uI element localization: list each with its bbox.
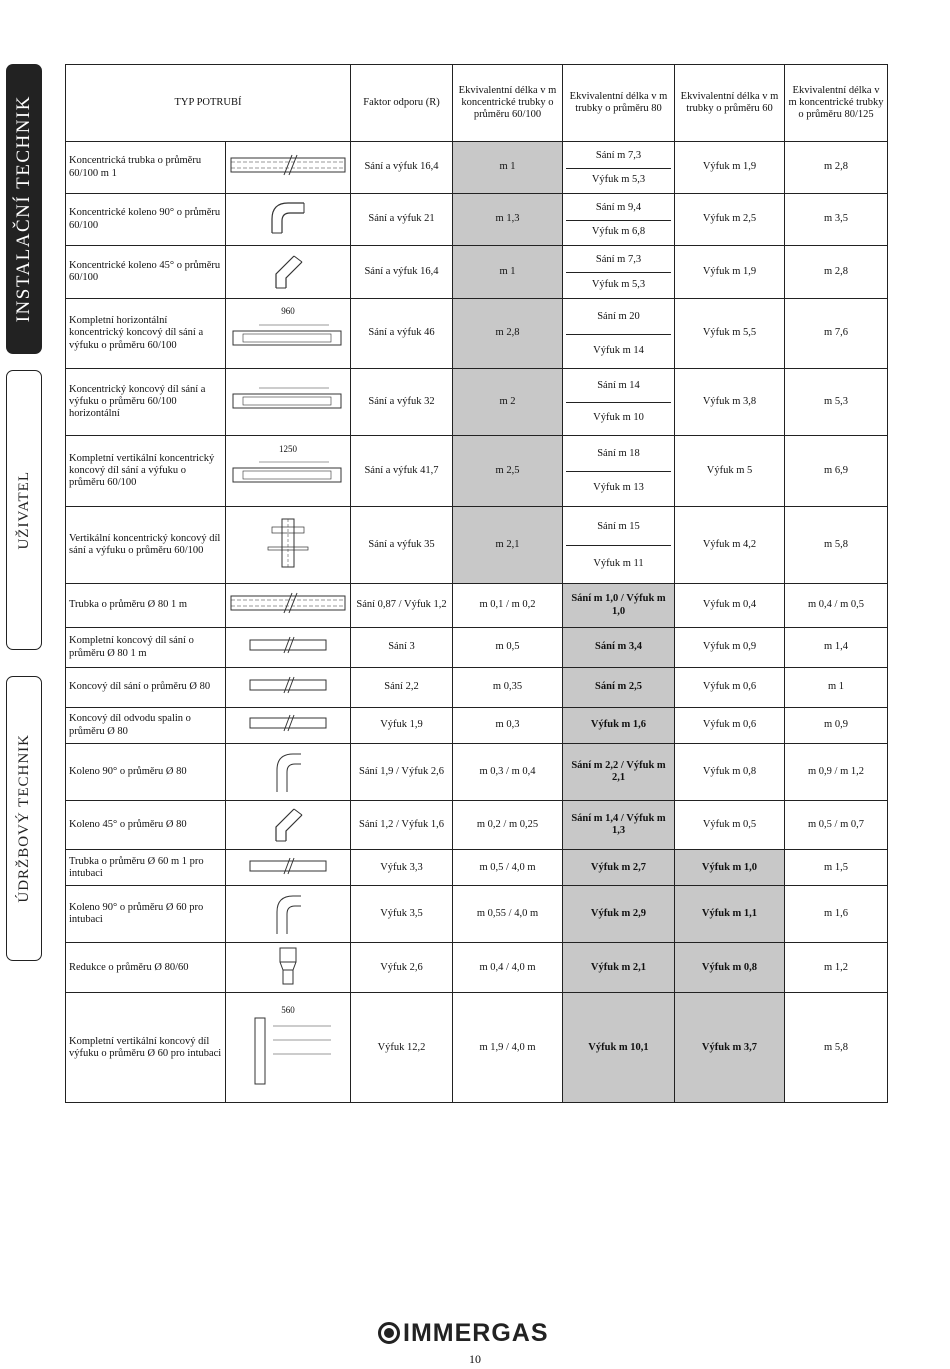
eq-length-60-100: m 0,2 / m 0,25 xyxy=(453,801,563,850)
header-eq-60-100: Ekvivalentní délka v m koncentrické trubky o průměru 60/100 xyxy=(453,65,563,142)
eq-length-80-125: m 5,8 xyxy=(785,993,888,1103)
tab-user[interactable] xyxy=(6,370,42,650)
eq-length-60: Výfuk m 3,7 xyxy=(675,993,785,1103)
eq-length-80 xyxy=(563,369,675,436)
pipe-type-desc: Koleno 90° o průměru Ø 80 xyxy=(66,744,226,801)
pipe-type-desc: Koncentrický koncový díl sání a výfuku o průměru 60/100 horizontální xyxy=(66,369,226,436)
eq-length-80: Sání m 2,2 / Výfuk m 2,1 xyxy=(563,744,675,801)
resistance-factor: Sání 3 xyxy=(351,628,453,668)
reducer-diagram-icon xyxy=(229,946,347,990)
pipe-figure xyxy=(226,943,351,993)
figure-length-label: 560 xyxy=(281,1005,295,1016)
eq-length-80-exhaust: Výfuk m 5,3 xyxy=(591,174,646,186)
pipe-figure xyxy=(226,194,351,246)
eq-length-80-125: m 3,5 xyxy=(785,194,888,246)
figure-length-label: 1250 xyxy=(279,443,297,454)
logo-text: IMMERGAS xyxy=(403,1318,549,1347)
table-row xyxy=(66,886,888,943)
eq-length-60: Výfuk m 0,6 xyxy=(675,708,785,744)
eq-length-60-100: m 0,35 xyxy=(453,668,563,708)
header-eq-60: Ekvivalentní délka v m trubky o průměru 60 xyxy=(675,65,785,142)
eq-length-80-125: m 1,4 xyxy=(785,628,888,668)
eq-length-80: Výfuk m 1,6 xyxy=(563,708,675,744)
eq-length-80-125: m 2,8 xyxy=(785,142,888,194)
eq-length-80 xyxy=(563,142,675,194)
pipe-type-desc: Vertikální koncentrický koncový díl sání a výfuku o průměru 60/100 xyxy=(66,507,226,584)
pipe-type-desc: Koncentrické koleno 45° o průměru 60/100 xyxy=(66,246,226,299)
terminal-diagram-icon xyxy=(229,380,347,424)
eq-length-60-100: m 0,5 xyxy=(453,628,563,668)
eq-length-60-100: m 0,3 / m 0,4 xyxy=(453,744,563,801)
resistance-factor: Sání a výfuk 16,4 xyxy=(351,142,453,194)
table-row xyxy=(66,584,888,628)
eq-length-60: Výfuk m 4,2 xyxy=(675,507,785,584)
resistance-factor: Výfuk 3,3 xyxy=(351,850,453,886)
pipe-figure xyxy=(226,801,351,850)
resistance-factor: Sání a výfuk 21 xyxy=(351,194,453,246)
eq-length-60: Výfuk m 5 xyxy=(675,436,785,507)
pipe-figure xyxy=(226,993,351,1103)
elbow45-diagram-icon xyxy=(229,803,347,847)
pipe-figure xyxy=(226,584,351,628)
eq-length-80 xyxy=(563,436,675,507)
eq-length-80 xyxy=(563,507,675,584)
tab-maintenance[interactable] xyxy=(6,676,42,961)
pipe-type-desc: Koncentrické koleno 90° o průměru 60/100 xyxy=(66,194,226,246)
table-header-row xyxy=(66,65,888,142)
table-row xyxy=(66,299,888,369)
smallpipe-diagram-icon xyxy=(229,635,347,659)
eq-length-80: Výfuk m 10,1 xyxy=(563,993,675,1103)
resistance-factor: Sání 1,9 / Výfuk 2,6 xyxy=(351,744,453,801)
table-row xyxy=(66,708,888,744)
smallpipe-diagram-icon xyxy=(229,713,347,737)
pipe-diagram-icon xyxy=(229,153,347,181)
eq-length-80: Sání m 2,5 xyxy=(563,668,675,708)
eq-length-60: Výfuk m 1,0 xyxy=(675,850,785,886)
eq-length-60-100: m 2 xyxy=(453,369,563,436)
eq-length-60-100: m 0,1 / m 0,2 xyxy=(453,584,563,628)
table-row xyxy=(66,943,888,993)
pipe-type-desc: Kompletní vertikální koncentrický koncový díl sání a výfuku o průměru 60/100 xyxy=(66,436,226,507)
resistance-factor: Sání a výfuk 41,7 xyxy=(351,436,453,507)
terminal-diagram-icon xyxy=(229,454,347,498)
vertElbow-diagram-icon xyxy=(229,746,347,798)
eq-length-80-exhaust: Výfuk m 6,8 xyxy=(591,226,646,238)
figure-length-label: 960 xyxy=(281,306,295,317)
pipe-type-desc: Koleno 45° o průměru Ø 80 xyxy=(66,801,226,850)
resistance-factor: Výfuk 3,5 xyxy=(351,886,453,943)
pipe-type-desc: Kompletní koncový díl sání o průměru Ø 80 1 m xyxy=(66,628,226,668)
eq-length-60: Výfuk m 1,1 xyxy=(675,886,785,943)
tab-installer[interactable] xyxy=(6,64,42,354)
pipe-type-desc: Koncentrická trubka o průměru 60/100 m 1 xyxy=(66,142,226,194)
eq-length-60: Výfuk m 3,8 xyxy=(675,369,785,436)
immergas-logo xyxy=(378,1318,574,1348)
eq-length-80-exhaust: Výfuk m 11 xyxy=(593,557,644,569)
pipe-figure xyxy=(226,246,351,299)
resistance-factor: Sání 1,2 / Výfuk 1,6 xyxy=(351,801,453,850)
table-row xyxy=(66,628,888,668)
eq-length-60-100: m 2,5 xyxy=(453,436,563,507)
pipe-figure xyxy=(226,744,351,801)
eq-length-80-intake: Sání m 20 xyxy=(566,301,671,335)
pipe-figure xyxy=(226,708,351,744)
page-number: 10 xyxy=(469,1352,481,1366)
eq-length-80: Sání m 3,4 xyxy=(563,628,675,668)
eq-length-60: Výfuk m 0,6 xyxy=(675,668,785,708)
eq-length-60: Výfuk m 0,5 xyxy=(675,801,785,850)
pipe-type-desc: Redukce o průměru Ø 80/60 xyxy=(66,943,226,993)
resistance-table xyxy=(65,64,888,1103)
eq-length-80-exhaust: Výfuk m 14 xyxy=(593,344,644,356)
eq-length-60: Výfuk m 1,9 xyxy=(675,246,785,299)
longvert-diagram-icon xyxy=(229,1016,347,1090)
header-type: TYP POTRUBÍ xyxy=(66,65,351,142)
eq-length-60-100: m 1 xyxy=(453,142,563,194)
eq-length-80-125: m 0,9 / m 1,2 xyxy=(785,744,888,801)
header-eq-80: Ekvivalentní délka v m trubky o průměru 80 xyxy=(563,65,675,142)
pipe-type-desc: Koncový díl sání o průměru Ø 80 xyxy=(66,668,226,708)
pipe-type-desc: Koncový díl odvodu spalin o průměru Ø 80 xyxy=(66,708,226,744)
eq-length-80 xyxy=(563,299,675,369)
eq-length-80-exhaust: Výfuk m 5,3 xyxy=(591,278,646,290)
eq-length-60-100: m 0,3 xyxy=(453,708,563,744)
resistance-factor: Výfuk 2,6 xyxy=(351,943,453,993)
smallpipe-diagram-icon xyxy=(229,675,347,699)
eq-length-60: Výfuk m 5,5 xyxy=(675,299,785,369)
pipe-figure xyxy=(226,436,351,507)
pipe-figure xyxy=(226,886,351,943)
eq-length-60-100: m 1 xyxy=(453,246,563,299)
eq-length-80-125: m 0,5 / m 0,7 xyxy=(785,801,888,850)
eq-length-80: Výfuk m 2,7 xyxy=(563,850,675,886)
eq-length-80-125: m 1 xyxy=(785,668,888,708)
table-row xyxy=(66,993,888,1103)
eq-length-60: Výfuk m 0,4 xyxy=(675,584,785,628)
pipe-type-desc: Kompletní vertikální koncový díl výfuku o průměru Ø 60 pro intubaci xyxy=(66,993,226,1103)
eq-length-80: Výfuk m 2,9 xyxy=(563,886,675,943)
elbow90-diagram-icon xyxy=(229,197,347,241)
eq-length-80 xyxy=(563,194,675,246)
eq-length-80 xyxy=(563,246,675,299)
resistance-factor: Výfuk 12,2 xyxy=(351,993,453,1103)
pipe-diagram-icon xyxy=(229,591,347,619)
table-row xyxy=(66,801,888,850)
tab-installer-label: INSTALAČNÍ TECHNIK xyxy=(13,95,34,323)
terminal-diagram-icon xyxy=(229,317,347,361)
resistance-factor: Sání a výfuk 46 xyxy=(351,299,453,369)
table-row xyxy=(66,668,888,708)
eq-length-80-intake: Sání m 7,3 xyxy=(566,144,671,169)
resistance-factor: Sání 0,87 / Výfuk 1,2 xyxy=(351,584,453,628)
resistance-table-wrapper xyxy=(65,64,887,1083)
eq-length-80-125: m 1,5 xyxy=(785,850,888,886)
eq-length-60: Výfuk m 0,8 xyxy=(675,744,785,801)
elbow45-diagram-icon xyxy=(229,250,347,294)
eq-length-60-100: m 0,55 / 4,0 m xyxy=(453,886,563,943)
table-row xyxy=(66,436,888,507)
eq-length-80-125: m 2,8 xyxy=(785,246,888,299)
pipe-figure xyxy=(226,299,351,369)
eq-length-60: Výfuk m 0,9 xyxy=(675,628,785,668)
table-row xyxy=(66,744,888,801)
header-resistance: Faktor odporu (R) xyxy=(351,65,453,142)
resistance-factor: Sání a výfuk 16,4 xyxy=(351,246,453,299)
eq-length-80: Sání m 1,4 / Výfuk m 1,3 xyxy=(563,801,675,850)
eq-length-60-100: m 0,4 / 4,0 m xyxy=(453,943,563,993)
pipe-figure xyxy=(226,369,351,436)
table-row xyxy=(66,850,888,886)
eq-length-60-100: m 0,5 / 4,0 m xyxy=(453,850,563,886)
eq-length-80-exhaust: Výfuk m 13 xyxy=(593,482,644,494)
pipe-figure xyxy=(226,668,351,708)
eq-length-60-100: m 2,1 xyxy=(453,507,563,584)
table-row xyxy=(66,194,888,246)
eq-length-80: Výfuk m 2,1 xyxy=(563,943,675,993)
eq-length-80-intake: Sání m 15 xyxy=(566,509,671,546)
tab-maintenance-label: ÚDRŽBOVÝ TECHNIK xyxy=(15,734,32,903)
pipe-type-desc: Koleno 90° o průměru Ø 60 pro intubaci xyxy=(66,886,226,943)
table-row xyxy=(66,369,888,436)
vertElbow-diagram-icon xyxy=(229,888,347,940)
eq-length-60: Výfuk m 2,5 xyxy=(675,194,785,246)
table-row xyxy=(66,142,888,194)
vertical-diagram-icon xyxy=(229,517,347,573)
eq-length-60-100: m 1,9 / 4,0 m xyxy=(453,993,563,1103)
eq-length-80-125: m 0,9 xyxy=(785,708,888,744)
eq-length-80-125: m 7,6 xyxy=(785,299,888,369)
eq-length-80-125: m 1,6 xyxy=(785,886,888,943)
pipe-type-desc: Trubka o průměru Ø 80 1 m xyxy=(66,584,226,628)
resistance-factor: Sání a výfuk 32 xyxy=(351,369,453,436)
header-eq-80-125: Ekvivalentní délka v m koncentrické trubky o průměru 80/125 xyxy=(785,65,888,142)
eq-length-80-exhaust: Výfuk m 10 xyxy=(593,412,644,424)
smallpipe-diagram-icon xyxy=(229,856,347,880)
eq-length-60-100: m 2,8 xyxy=(453,299,563,369)
eq-length-80-intake: Sání m 9,4 xyxy=(566,196,671,221)
pipe-type-desc: Trubka o průměru Ø 60 m 1 pro intubaci xyxy=(66,850,226,886)
pipe-figure xyxy=(226,850,351,886)
eq-length-80-intake: Sání m 18 xyxy=(566,438,671,472)
table-row xyxy=(66,507,888,584)
eq-length-80: Sání m 1,0 / Výfuk m 1,0 xyxy=(563,584,675,628)
pipe-type-desc: Kompletní horizontální koncentrický koncový díl sání a výfuku o průměru 60/100 xyxy=(66,299,226,369)
eq-length-80-intake: Sání m 14 xyxy=(566,371,671,403)
logo-mark-icon xyxy=(378,1322,400,1344)
eq-length-80-125: m 5,3 xyxy=(785,369,888,436)
pipe-figure xyxy=(226,628,351,668)
eq-length-60: Výfuk m 0,8 xyxy=(675,943,785,993)
table-row xyxy=(66,246,888,299)
tab-user-label: UŽIVATEL xyxy=(15,470,32,550)
eq-length-80-125: m 0,4 / m 0,5 xyxy=(785,584,888,628)
resistance-factor: Sání 2,2 xyxy=(351,668,453,708)
eq-length-80-intake: Sání m 7,3 xyxy=(566,248,671,273)
eq-length-80-125: m 6,9 xyxy=(785,436,888,507)
eq-length-60: Výfuk m 1,9 xyxy=(675,142,785,194)
eq-length-80-125: m 1,2 xyxy=(785,943,888,993)
pipe-figure xyxy=(226,507,351,584)
resistance-factor: Sání a výfuk 35 xyxy=(351,507,453,584)
resistance-factor: Výfuk 1,9 xyxy=(351,708,453,744)
eq-length-60-100: m 1,3 xyxy=(453,194,563,246)
pipe-figure xyxy=(226,142,351,194)
eq-length-80-125: m 5,8 xyxy=(785,507,888,584)
